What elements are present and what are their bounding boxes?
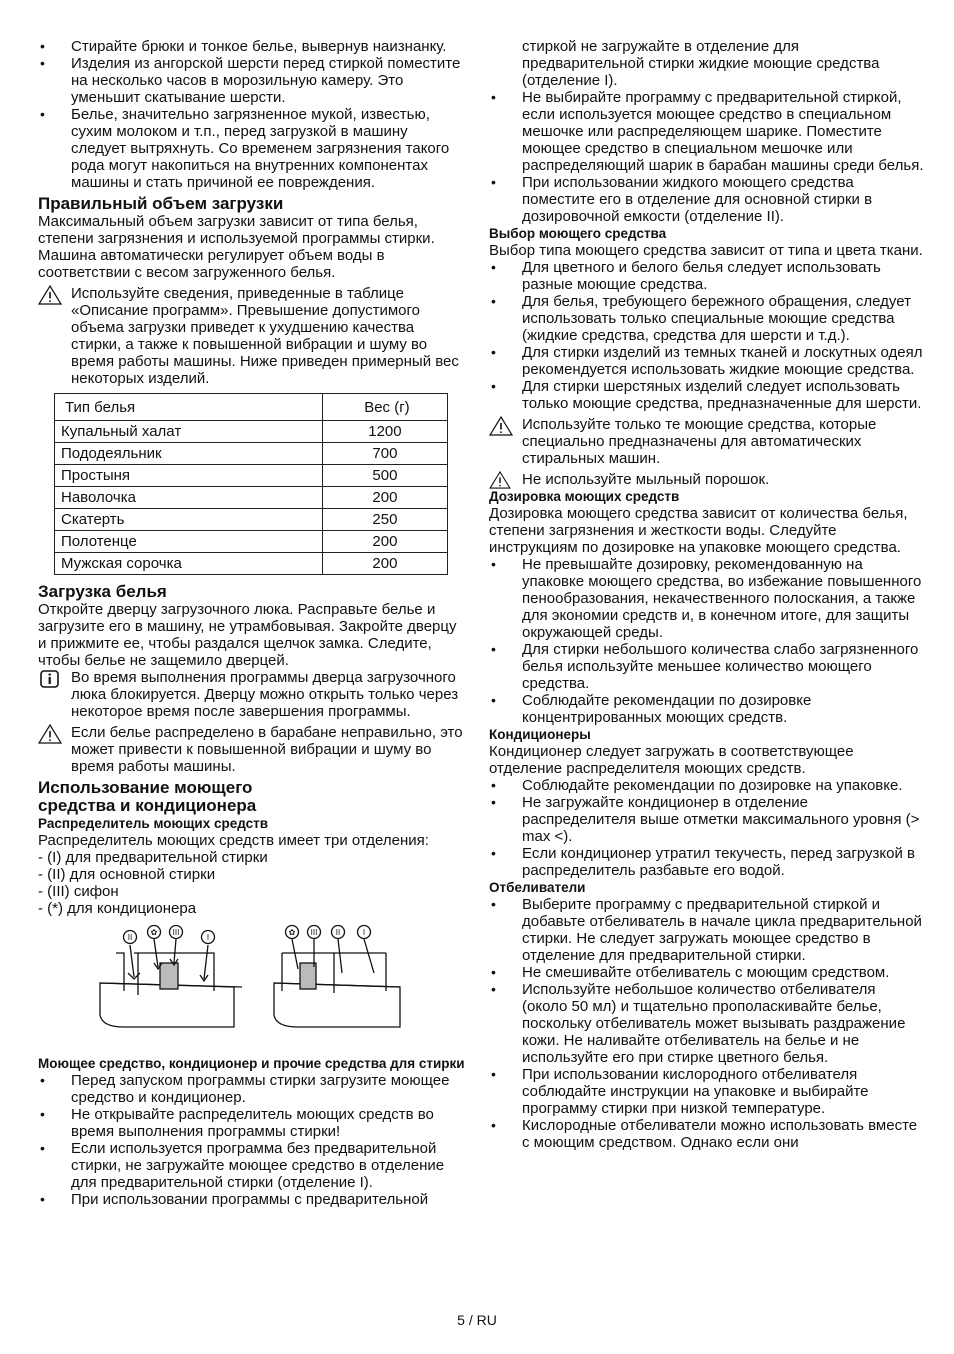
list-item: • Выберите программу с предварительной стиркой и добавьте отбеливатель в начале цикла предварительной стирки. Не следует загружать моющее средство в отделение для предварительной стирки. bbox=[489, 896, 925, 964]
list-item: • Перед запуском программы стирки загрузите моющее средство и кондиционер. bbox=[38, 1072, 466, 1106]
list-item: • Соблюдайте рекомендации по дозировке на упаковке. bbox=[489, 777, 925, 794]
section-title-load: Правильный объем загрузки bbox=[38, 194, 284, 213]
table-cell: Скатерть bbox=[55, 509, 323, 531]
list-item: • Изделия из ангорской шерсти перед стиркой поместите на несколько часов в морозильную камеру. Это уменьшит скатывание шерсти. bbox=[38, 55, 466, 106]
paragraph: Дозировка моющего средства зависит от количества белья, степени загрязнения и жесткости воды. Следуйте инструкциям по дозировке на упаковке моющего средства. bbox=[489, 505, 908, 556]
warning-note bbox=[38, 285, 466, 387]
warning-icon bbox=[489, 471, 511, 489]
table-row bbox=[55, 487, 448, 509]
figure-label: II bbox=[335, 928, 341, 937]
list-item: • Используйте небольшое количество отбеливателя (около 50 мл) и тщательно прополаскивайте белье, поскольку отбеливатель может вызывать раздражение кожи. Не наливайте отбеливатель на белье и не используйте его при стирке цветного белья. bbox=[489, 981, 925, 1066]
list-item: - (III) сифон bbox=[38, 883, 119, 900]
table-cell: 1200 bbox=[322, 421, 447, 443]
subsection-title-bleach: Отбеливатели bbox=[489, 880, 586, 895]
list-item: • Не выбирайте программу с предварительной стиркой, если используется моющее средство в специальном мешочке или распределяющем шарике. Поместите моющее средство в специальном мешочке или распределяющий шарик в барабан машины среди белья. bbox=[489, 89, 925, 174]
care-tips-list bbox=[38, 38, 466, 191]
paragraph: Выбор типа моющего средства зависит от типа и цвета ткани. bbox=[489, 242, 923, 259]
list-item: • Не смешивайте отбеливатель с моющим средством. bbox=[489, 964, 925, 981]
table-cell: 250 bbox=[322, 509, 447, 531]
compartments-list bbox=[38, 849, 466, 917]
warning-text: Если белье распределено в барабане неправильно, это может привести к повышенной вибрации и шуму во время работы машины. bbox=[71, 724, 463, 775]
table-row bbox=[55, 465, 448, 487]
table-cell: Полотенце bbox=[55, 531, 323, 553]
paragraph: Кондиционер следует загружать в соответствующее отделение распределителя моющих средств. bbox=[489, 743, 854, 777]
figure-label: I bbox=[362, 928, 366, 937]
table-header: Тип белья bbox=[55, 394, 323, 421]
left-column bbox=[38, 38, 466, 1208]
list-item: • Если кондиционер утратил текучесть, перед загрузкой в распределитель разбавьте его водой. bbox=[489, 845, 925, 879]
list-item: • Стирайте брюки и тонкое белье, вывернув наизнанку. bbox=[38, 38, 466, 55]
paragraph: Откройте дверцу загрузочного люка. Расправьте белье и загрузите его в машину, не утрамбовывая. Закройте дверцу и прижмите ее, чтобы раздался щелчок замка. Следите, чтобы белье не защемило дверцей. bbox=[38, 601, 457, 669]
table-row bbox=[55, 531, 448, 553]
list-item: • Не превышайте дозировку, рекомендованную на упаковке моющего средства, во избежание повышенного пенообразования, некачественного полоскания, а также для экономии средств и, в конечном итоге, для защиты окружающей среды. bbox=[489, 556, 925, 641]
figure-label: III bbox=[172, 928, 180, 937]
page-number: 5 / RU bbox=[457, 1312, 497, 1328]
list-item: - (I) для предварительной стирки bbox=[38, 849, 268, 866]
list-item: • При использовании жидкого моющего средства поместите его в отделение для основной стирки в дозировочной емкости (отделение II). bbox=[489, 174, 925, 225]
list-item: • Для белья, требующего бережного обращения, следует использовать только специальные моющие средства (жидкие средства, средства для шерсти и т.д.). bbox=[489, 293, 925, 344]
subsection-title-dosage: Дозировка моющих средств bbox=[489, 489, 680, 504]
table-cell: Мужская сорочка bbox=[55, 553, 323, 575]
info-text: Во время выполнения программы дверца загрузочного люка блокируется. Дверцу можно открыть только через некоторое время после завершения программы. bbox=[71, 669, 459, 720]
warning-note bbox=[38, 724, 466, 775]
warning-icon bbox=[38, 724, 62, 744]
list-item: • Если используется программа без предварительной стирки, не загружайте моющее средство в отделение для предварительной стирки (отделение I). bbox=[38, 1140, 466, 1191]
figure-label: ✿ bbox=[288, 928, 296, 937]
warning-icon bbox=[489, 416, 513, 436]
choice-list bbox=[489, 259, 925, 412]
info-note bbox=[38, 669, 466, 720]
list-item: • Соблюдайте рекомендации по дозировке концентрированных моющих средств. bbox=[489, 692, 925, 726]
list-item: - (*) для кондиционера bbox=[38, 900, 197, 917]
list-item: • Для стирки небольшого количества слабо загрязненного белья используйте меньшее количество моющего средства. bbox=[489, 641, 925, 692]
detergent-tips-list bbox=[489, 89, 925, 225]
table-cell: Наволочка bbox=[55, 487, 323, 509]
table-row bbox=[55, 553, 448, 575]
table-cell: 500 bbox=[322, 465, 447, 487]
table-cell: 200 bbox=[322, 487, 447, 509]
subsection-title-detergents: Моющее средство, кондиционер и прочие средства для стирки bbox=[38, 1056, 465, 1071]
section-title-loading: Загрузка белья bbox=[38, 582, 167, 601]
figure-label: II bbox=[127, 933, 133, 942]
list-item: • Кислородные отбеливатели можно использовать вместе с моющим средством. Однако если они bbox=[489, 1117, 925, 1151]
info-icon bbox=[38, 669, 62, 689]
dispenser-drawing bbox=[94, 923, 494, 1041]
dispenser-figure bbox=[94, 923, 494, 1041]
table-cell: Пододеяльник bbox=[55, 443, 323, 465]
warning-note bbox=[489, 416, 925, 467]
list-item: • Не открывайте распределитель моющих средств во время выполнения программы стирки! bbox=[38, 1106, 466, 1140]
subsection-title-dispenser: Распределитель моющих средств bbox=[38, 816, 269, 831]
subsection-title-choice: Выбор моющего средства bbox=[489, 226, 667, 241]
list-item: • Для стирки изделий из темных тканей и лоскутных одеял рекомендуется использовать жидкие моющие средства. bbox=[489, 344, 925, 378]
softener-list bbox=[489, 777, 925, 879]
list-item: - (II) для основной стирки bbox=[38, 866, 216, 883]
table-cell: 200 bbox=[322, 531, 447, 553]
figure-label: III bbox=[310, 928, 318, 937]
list-item: • Белье, значительно загрязненное мукой, известью, сухим молоком и т.п., перед загрузкой в машину следует вытряхнуть. Со временем загрязнения такого рода могут накопиться на внутренних компонентах машины и стать причиной ее повреждения. bbox=[38, 106, 466, 191]
table-cell: Купальный халат bbox=[55, 421, 323, 443]
detergents-list bbox=[38, 1072, 466, 1208]
table-cell: Простыня bbox=[55, 465, 323, 487]
list-item: • Не загружайте кондиционер в отделение распределителя выше отметки максимального уровня (> max <). bbox=[489, 794, 925, 845]
list-item: • При использовании кислородного отбеливателя соблюдайте инструкции на упаковке и выбирайте программу стирки при низкой температуре. bbox=[489, 1066, 925, 1117]
paragraph: Максимальный объем загрузки зависит от типа белья, степени загрязнения и используемой программы стирки. Машина автоматически регулирует объем воды в соответствии с весом загруженного белья. bbox=[38, 213, 435, 281]
table-row bbox=[55, 509, 448, 531]
weights-table bbox=[54, 393, 448, 575]
table-header-row bbox=[55, 394, 448, 421]
bleach-list bbox=[489, 896, 925, 1151]
section-title-usage-2: средства и кондиционера bbox=[38, 796, 257, 815]
right-column bbox=[489, 38, 925, 1151]
table-row bbox=[55, 421, 448, 443]
subsection-title-softener: Кондиционеры bbox=[489, 727, 591, 742]
section-title-usage-1: Использование моющего bbox=[38, 778, 253, 797]
list-item: • При использовании программы с предварительной bbox=[38, 1191, 466, 1208]
warning-text: Не используйте мыльный порошок. bbox=[522, 471, 770, 488]
table-cell: 700 bbox=[322, 443, 447, 465]
table-cell: 200 bbox=[322, 553, 447, 575]
paragraph: Распределитель моющих средств имеет три отделения: bbox=[38, 832, 429, 849]
figure-label: I bbox=[206, 933, 210, 942]
table-header: Вес (г) bbox=[322, 394, 447, 421]
paragraph: стиркой не загружайте в отделение для предварительной стирки жидкие моющие средства (отделение I). bbox=[522, 38, 880, 89]
warning-text: Используйте сведения, приведенные в таблице «Описание программ». Превышение допустимого объема загрузки приведет к ухудшению качества стирки, а также к повышенной вибрации и шуму во время работы машины. Ниже приведен примерный вес некоторых изделий. bbox=[71, 285, 459, 387]
warning-note bbox=[489, 471, 925, 488]
list-item: • Для стирки шерстяных изделий следует использовать только моющие средства, предназначенные для шерсти. bbox=[489, 378, 925, 412]
figure-label: ✿ bbox=[150, 928, 158, 937]
warning-text: Используйте только те моющие средства, которые специально предназначены для автоматических стиральных машин. bbox=[522, 416, 877, 467]
table-row bbox=[55, 443, 448, 465]
dosage-list bbox=[489, 556, 925, 726]
warning-icon bbox=[38, 285, 62, 305]
list-item: • Для цветного и белого белья следует использовать разные моющие средства. bbox=[489, 259, 925, 293]
